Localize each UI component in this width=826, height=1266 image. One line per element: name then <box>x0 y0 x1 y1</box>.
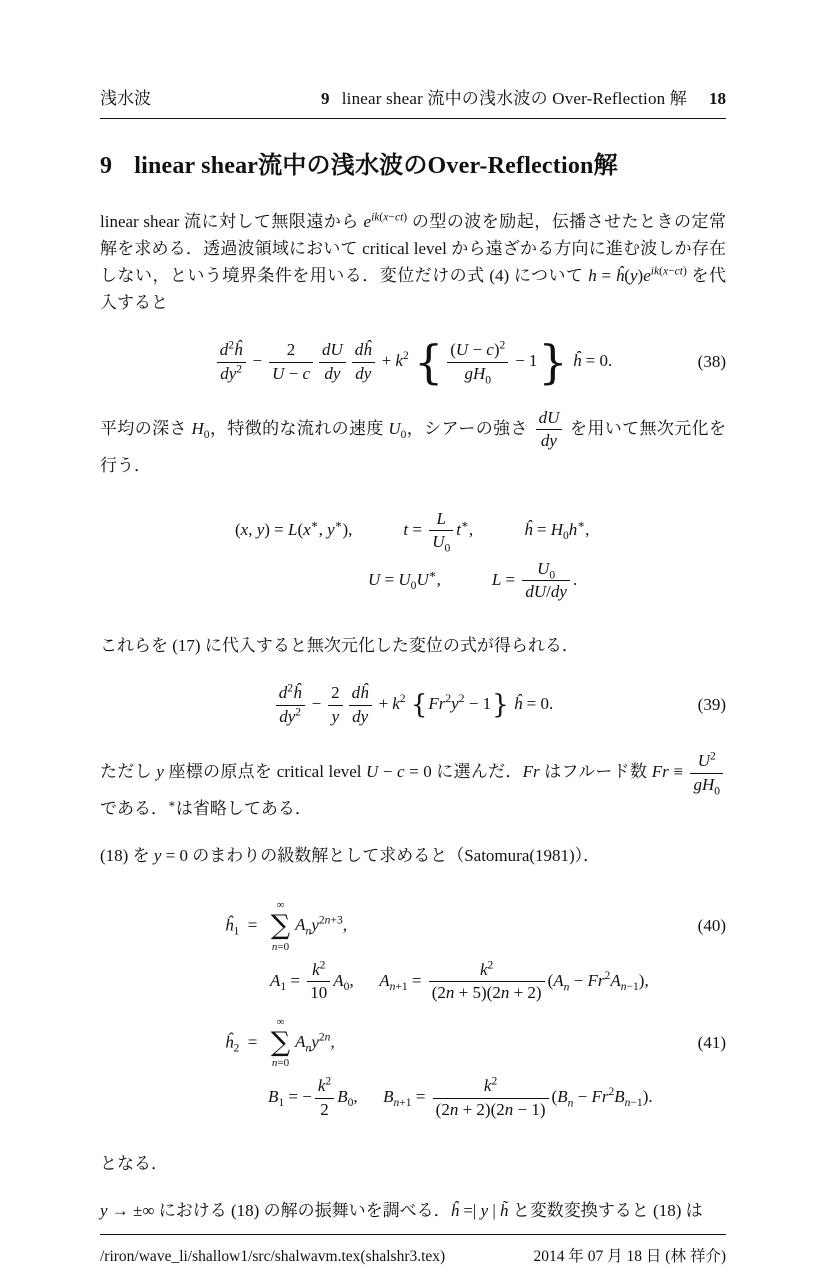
equation-38 <box>100 335 726 389</box>
paragraph-substitute: これらを (17) に代入すると無次元化した変位の式が得られる． <box>100 636 579 656</box>
running-head-journal: 浅水波 <box>100 89 151 108</box>
equation-scaling-line2 <box>100 559 726 603</box>
equation-39-number: (39) <box>697 695 726 715</box>
equation-40 <box>100 899 726 954</box>
paragraph-nondim: 平均の深さ $H_0$，特徴的な流れの速度 $U_0$，シアーの強さ $\frac{dU}{dy}$ を用いて無次元化を行う． <box>100 408 726 475</box>
footer-file-path: /riron/wave_li/shallow1/src/shalwavm.tex(shalshr3.tex) <box>100 1248 446 1266</box>
footer-date: 2014 年 07 月 18 日 (林 祥介) <box>533 1248 726 1266</box>
paragraph-series: (18) を y = 0 のまわりの級数解として求めると（Satomura(1981)）． <box>100 846 601 866</box>
equation-scaling-line1 <box>100 509 726 553</box>
section-number: 9 <box>100 153 113 179</box>
equation-41-number: (41) <box>697 1032 726 1052</box>
paragraph-tonaru: となる． <box>100 1154 168 1174</box>
equation-scaling-line1-body: (x, y) = L(x∗, y∗), t = $\frac{L}{U_0}$ t∗, ĥ = $H_0h^∗$, <box>235 508 590 555</box>
running-head-section-title: linear shear 流中の浅水波の Over-Reflection 解 <box>341 89 687 108</box>
equation-40-41-block <box>100 893 726 1126</box>
equation-40-recurrence <box>100 960 726 1004</box>
paragraph-critical-level: ただし y 座標の原点を critical level U − c = 0 に選んだ．Fr はフルード数 Fr ≡ $\frac{U^2}{gH_0}$ である．∗は省略してある． <box>100 751 726 822</box>
equation-39 <box>100 681 726 726</box>
page-footer <box>100 1234 726 1266</box>
equation-40-recurrence-body: $A_1$ = $\frac{k^2}{10}$ $A_0$, $A_{n+1}$ = $\frac{k^2}{(2n + 5)(2n + 2)}$ $(A_n - Fr^2A_{n-1})$, <box>270 958 649 1003</box>
section-heading <box>100 145 726 180</box>
running-head-section <box>321 84 687 109</box>
equation-41 <box>100 1016 726 1071</box>
section-title: linear shear流中の浅水波のOver-Reflection解 <box>134 153 618 179</box>
paragraph-asymptotic: y → ±∞ における (18) の解の振舞いを調べる．ĥ =| y | h̃ と変数変換すると (18) は <box>100 1201 703 1221</box>
equation-40-body: $ĥ_1$ = ∞ ∑ n=0 $A_ny^{2n+3}$, <box>225 899 347 953</box>
equation-38-number: (38) <box>697 352 726 371</box>
paragraph-intro: linear shear 流に対して無限遠から $e^{ik(x-ct)}$ の型の波を励起，伝播させたときの定常解を求める．透過波領域において critical level から遠ざかる方向に進む波しか存在しない，という境界条件を用いる．変位だけの式 (4) について $h = ĥ(y)e^{ik(x-ct)}$ を代入すると <box>100 210 727 312</box>
equation-41-recurrence-body: $B_1$ = − $\frac{k^2}{2}$ $B_0$, $B_{n+1}$ = $\frac{k^2}{(2n + 2)(2n - 1)}$ $(B_n - Fr^2B_{n-1})$. <box>268 1074 653 1119</box>
running-head <box>100 84 726 119</box>
equation-scaling-block <box>100 503 726 609</box>
running-head-right <box>321 84 726 109</box>
equation-39-body: $\frac{d^2ĥ}{dy^2}$ − $\frac{2}{y}$ $\frac{dĥ}{dy}$ + $k^2$ $\{Fr^2y^2 - 1\}$ ĥ = 0. <box>273 683 553 727</box>
equation-41-recurrence <box>100 1076 726 1120</box>
page-number: 18 <box>709 89 726 108</box>
running-head-section-number: 9 <box>321 89 330 108</box>
equation-38-body: $\frac{d^2ĥ}{dy^2}$ − $\frac{2}{U - c}$ $\frac{dU}{dy}$ $\frac{dĥ}{dy}$ + $k^2$ { $\frac{(U - c)^2}{gH_0}$ − 1} ĥ = 0. <box>214 340 613 384</box>
equation-41-body: $ĥ_2$ = ∞ ∑ n=0 $A_ny^{2n}$, <box>225 1015 335 1070</box>
equation-scaling-line2-body: $U = U_0U^∗$, L = $\frac{U_0}{dU/dy}$ . <box>368 558 578 601</box>
equation-40-number: (40) <box>697 916 726 936</box>
